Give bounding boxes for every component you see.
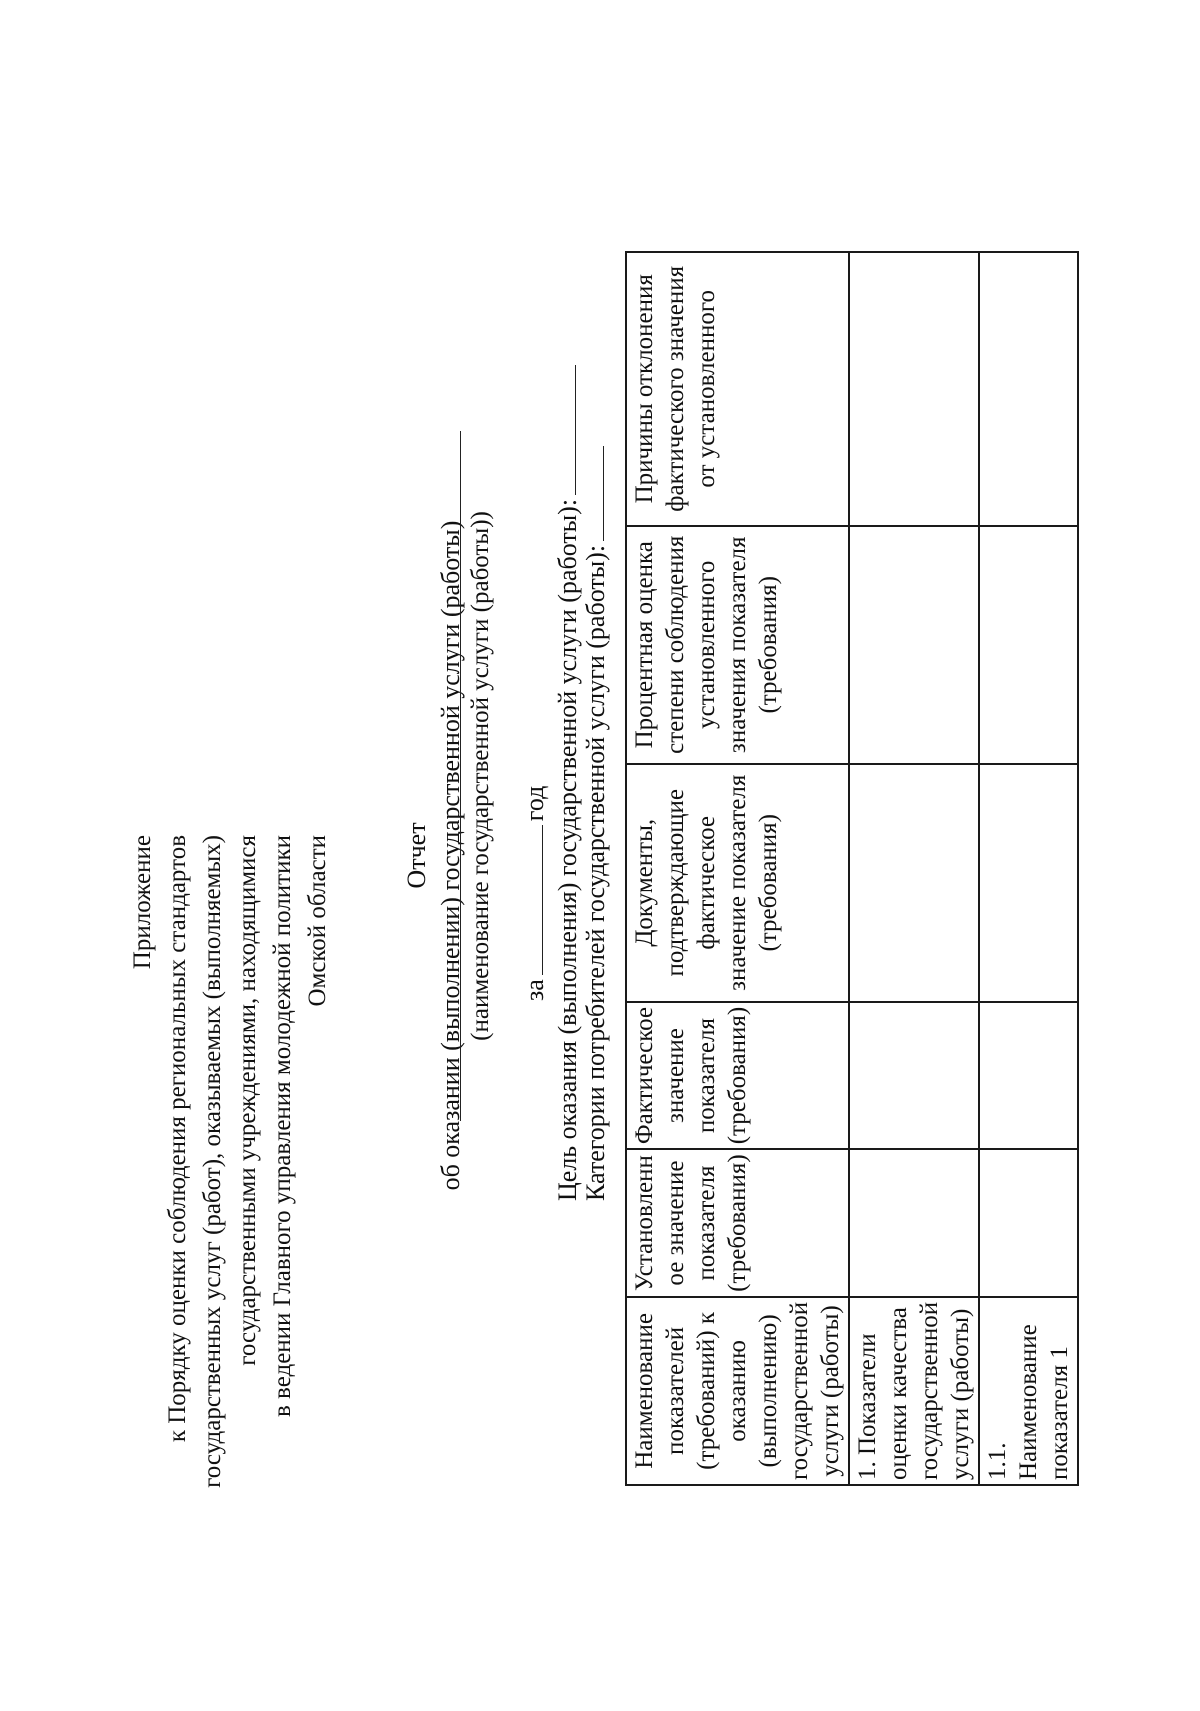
table-header-row xyxy=(626,252,849,1485)
table-cell xyxy=(849,1002,979,1150)
table-cell xyxy=(979,252,1078,526)
period-suffix: год xyxy=(520,785,549,822)
annex-line: государственными учреждениями, находящимися xyxy=(234,835,261,1366)
table-row xyxy=(979,252,1078,1485)
table-cell: 1. Показатели оценки качества государственной услуги (работы) xyxy=(849,1297,979,1485)
header-percent-score: Процентная оценка степени соблюдения установленного значения показателя (требования) xyxy=(626,526,849,764)
period-blank xyxy=(520,825,543,975)
table-cell xyxy=(979,526,1078,764)
annex-line: к Порядку оценки соблюдения региональных стандартов xyxy=(164,835,191,1443)
table-cell: 1.1. Наименование показателя 1 xyxy=(979,1297,1078,1485)
header-indicator-name: Наименование показателей (требований) к оказанию (выполнению) государственной услуги (работы) xyxy=(626,1297,849,1485)
header-actual-value: Фактическое значение показателя (требования) xyxy=(626,1002,849,1150)
annex-line: Омской области xyxy=(304,835,331,1007)
table-cell xyxy=(979,764,1078,1002)
annex-header xyxy=(125,835,335,1535)
table-cell xyxy=(849,526,979,764)
goal-blank xyxy=(553,365,576,495)
report-table xyxy=(625,251,1079,1486)
annex-line: в ведении Главного управления молодежной политики xyxy=(269,835,296,1417)
header-planned-value: Установленн ое значение показателя (требования) xyxy=(626,1149,849,1297)
period-prefix: за xyxy=(520,979,549,1001)
table-cell xyxy=(849,764,979,1002)
table-cell xyxy=(849,252,979,526)
categories-blank xyxy=(581,446,604,541)
goal-label: Цель оказания (выполнения) государственной услуги (работы): xyxy=(553,498,582,1201)
header-documents: Документы, подтверждающие фактическое значение показателя (требования) xyxy=(626,764,849,1002)
report-subtitle-line: об оказании (выполнении) государственной услуги (работы) xyxy=(436,520,465,1191)
table-cell xyxy=(849,1149,979,1297)
service-name-caption: (наименование государственной услуги (работы)) xyxy=(467,511,494,1041)
table-row xyxy=(849,252,979,1485)
table-cell xyxy=(979,1002,1078,1150)
goal-field xyxy=(553,365,583,1201)
service-name-blank-line xyxy=(460,431,461,1121)
report-title-line: Отчет xyxy=(402,822,431,889)
header-deviation-reasons: Причины отклонения фактического значения от установленного xyxy=(626,252,849,526)
categories-label: Категории потребителей государственной услуги (работы): xyxy=(581,544,610,1201)
report-title xyxy=(400,0,468,1711)
annex-line: государственных услуг (работ), оказываемых (выполняемых) xyxy=(199,835,226,1488)
table-cell xyxy=(979,1149,1078,1297)
annex-line: Приложение xyxy=(129,835,156,970)
categories-field xyxy=(581,446,611,1201)
service-name-field xyxy=(460,431,495,1121)
report-period xyxy=(520,786,550,1001)
